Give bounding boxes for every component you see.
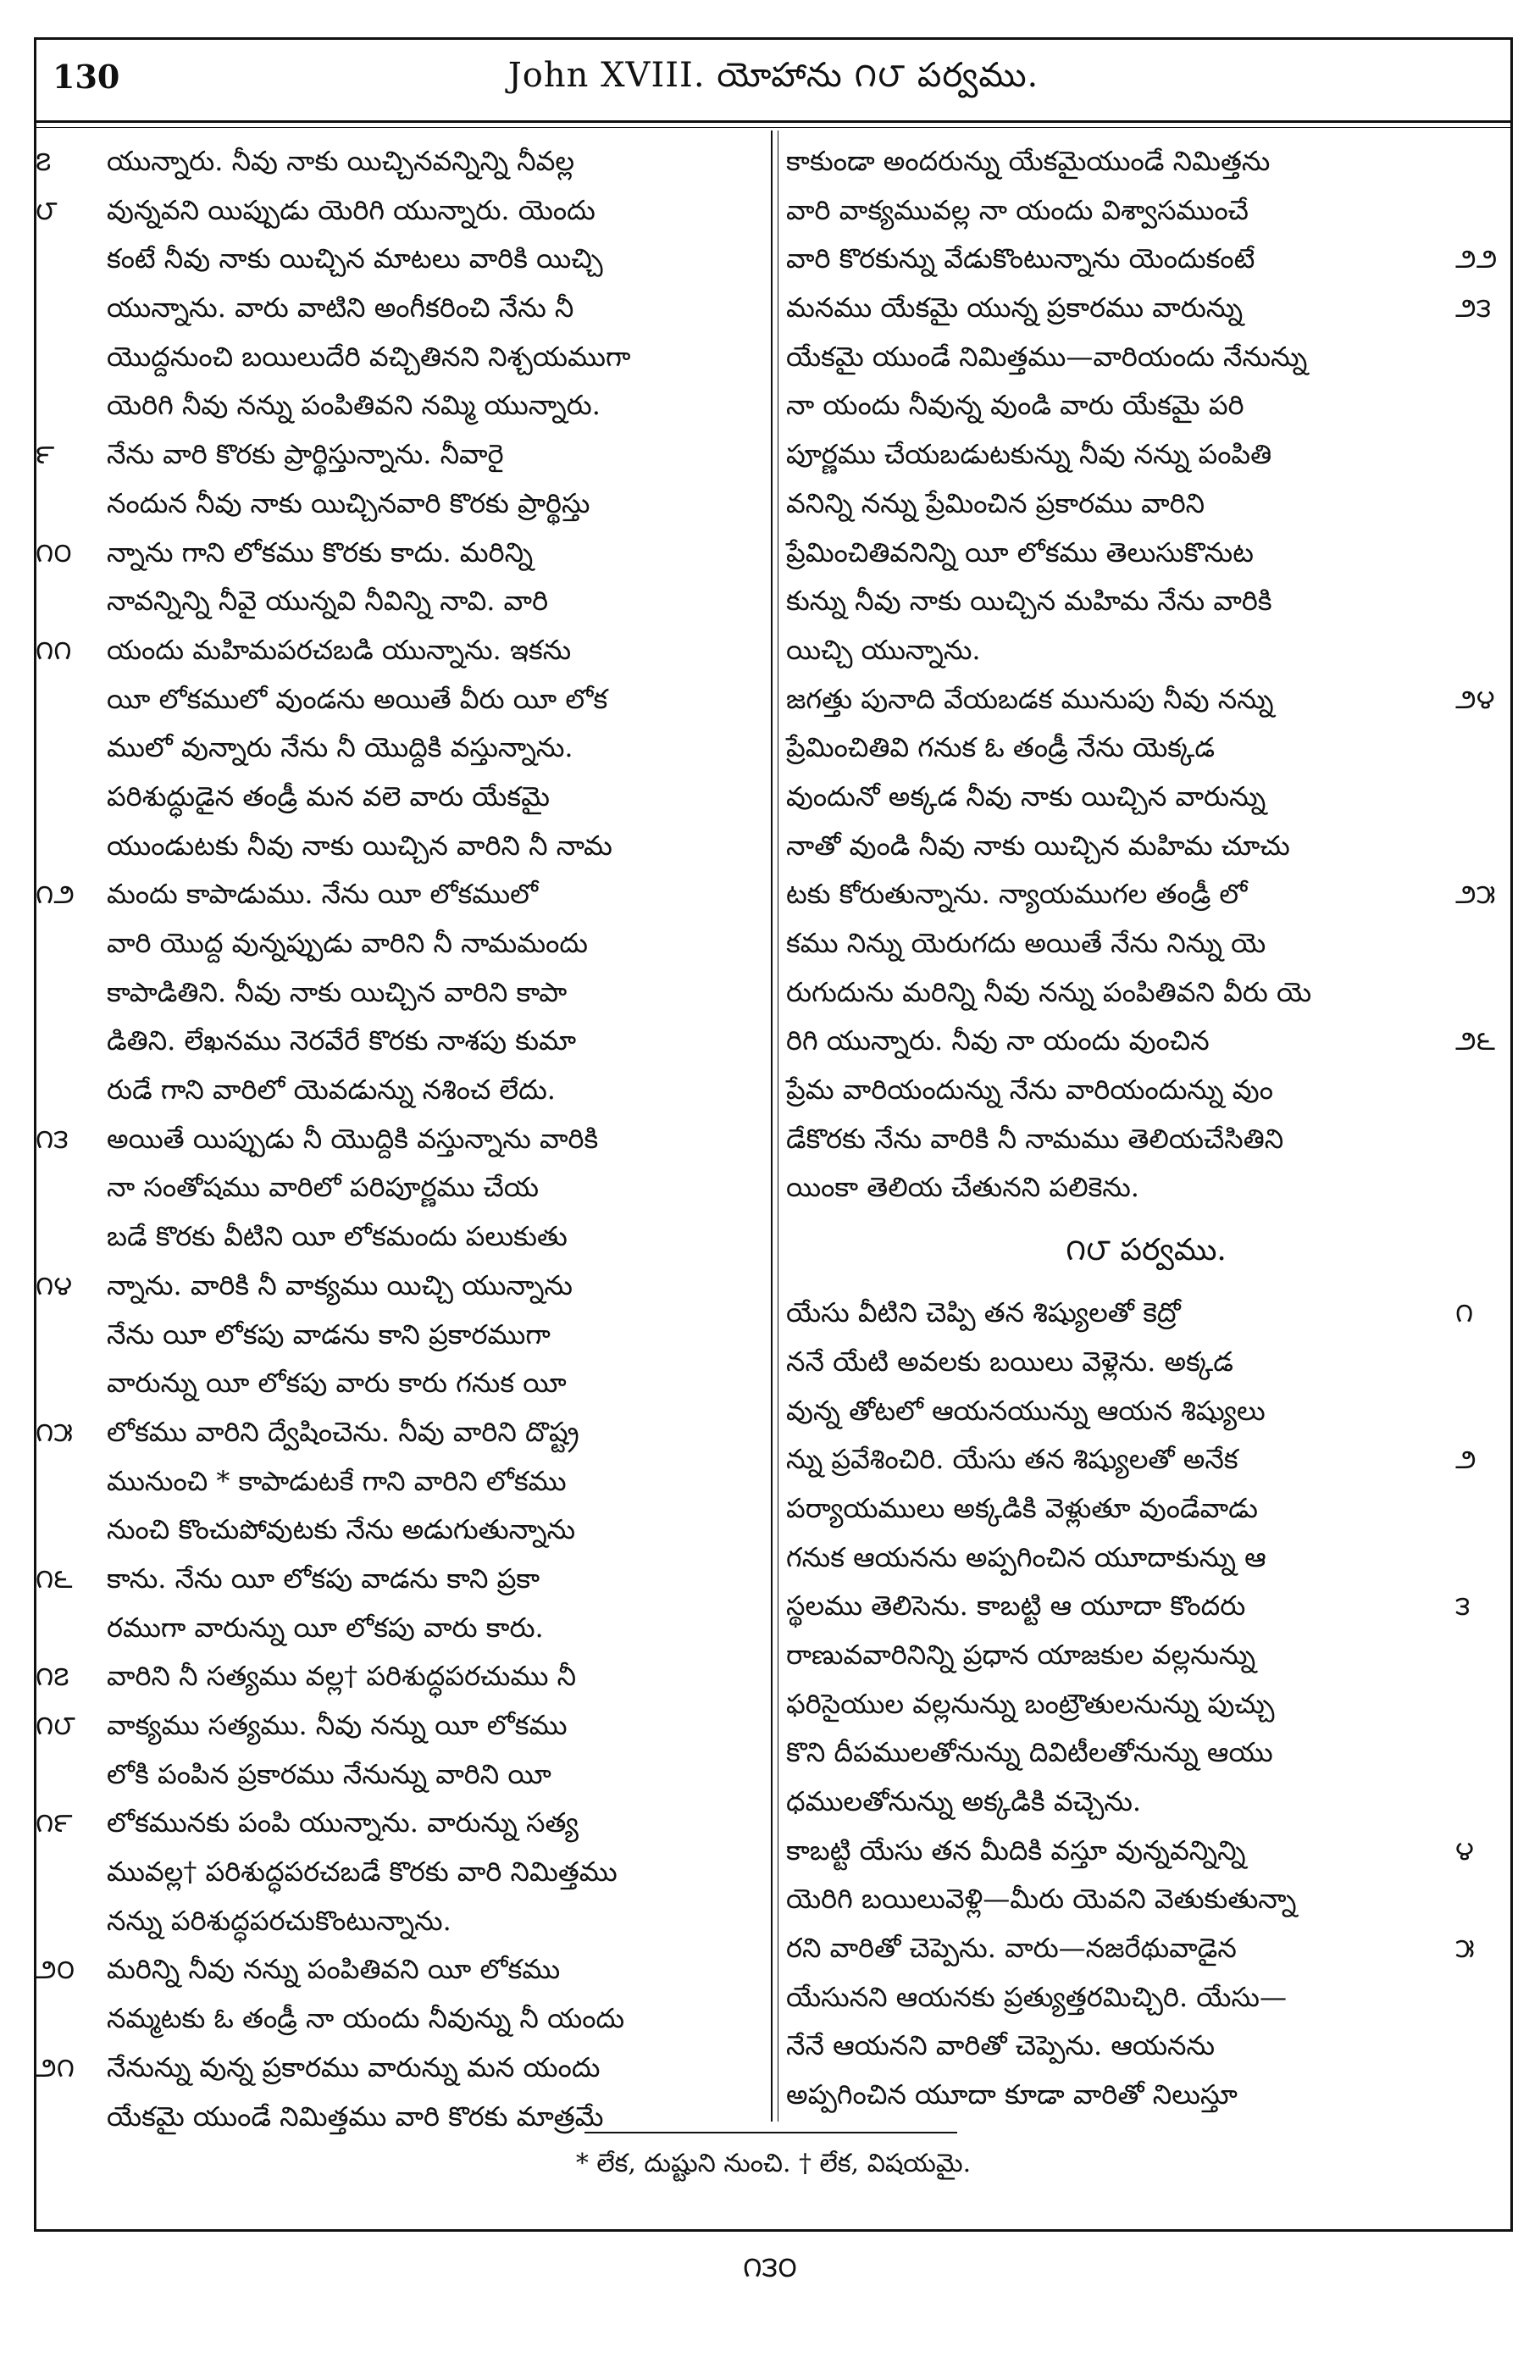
left-column (36, 137, 766, 2141)
text-line (783, 333, 1510, 382)
text-line (36, 1604, 766, 1653)
line-text: నేను యీ లోకపు వాడను కాని ప్రకారముగా (107, 1318, 551, 1351)
text-line (783, 1827, 1510, 1876)
text-line (783, 235, 1510, 284)
line-text: యీ లోకములో వుండను అయితే వీరు యీ లోక (107, 682, 608, 715)
text-line (783, 1534, 1510, 1583)
line-text: కొని దీపములతోనున్ను దివిటీలతోనున్ను ఆయు (786, 1736, 1273, 1769)
text-line (783, 2071, 1510, 2120)
text-line (36, 333, 766, 382)
text-line (783, 1338, 1510, 1387)
text-line (783, 1680, 1510, 1729)
text-line (36, 186, 766, 236)
line-text: వున్న తోటలో ఆయనయున్ను ఆయన శిష్యులు (786, 1394, 1266, 1427)
line-text: టకు కోరుతున్నాను. న్యాయముగల తండ్రీ లో (786, 878, 1248, 911)
line-text: యెరిగి నీవు నన్ను పంపితివని నమ్మి యున్నారు. (107, 389, 601, 422)
verse-number: ౧౮ (36, 1709, 75, 1741)
verse-number: ౭ (36, 145, 52, 177)
text-line (783, 480, 1510, 529)
verse-number: ౧౩ (36, 1122, 69, 1155)
line-text: యెరిగి బయిలువెళ్లి—మీరు యెవని వెతుకుతున్నా (786, 1883, 1297, 1916)
text-line (783, 381, 1510, 430)
line-text: ధములతోనున్ను అక్కడికి వచ్చెను. (786, 1785, 1142, 1817)
text-line (36, 675, 766, 724)
line-text: స్థలము తెలిసెను. కాబట్టి ఆ యూదా కొందరు (786, 1589, 1246, 1623)
text-line (783, 968, 1510, 1018)
text-line (36, 1555, 766, 1604)
line-text: యేసు వీటిని చెప్పి తన శిష్యులతో కెద్రో (786, 1296, 1181, 1329)
line-text: కము నిన్ను యెరుగదు అయితే నేను నిన్ను యె (786, 927, 1266, 959)
text-line (783, 1631, 1510, 1680)
verse-number: ౧౦ (36, 535, 72, 569)
footer-page-number: ౧౩౦ (742, 2250, 798, 2284)
text-line (783, 1435, 1510, 1484)
line-text: లోకి పంపిన ప్రకారము నేనున్ను వారిని యీ (107, 1757, 551, 1790)
line-text: రాణువవారినిన్ని ప్రధాన యాజకుల వల్లనున్ను (786, 1638, 1256, 1671)
text-line (36, 381, 766, 430)
text-line (783, 186, 1510, 236)
text-line (783, 577, 1510, 626)
text-line (783, 2022, 1510, 2071)
right-column (783, 137, 1510, 2120)
line-text: మందు కాపాడుము. నేను యీ లోకములో (107, 878, 539, 911)
text-line (36, 773, 766, 822)
line-text: ప్రేమించితివి గనుక ఓ తండ్రీ నేను యెక్కడ (786, 731, 1216, 764)
verse-number: ౨ (1455, 1443, 1476, 1476)
line-text: నావన్నిన్ని నీవై యున్నవి నీవిన్ని నావి. వారి (107, 585, 549, 618)
text-line (36, 1311, 766, 1360)
line-text: నమ్మటకు ఓ తండ్రీ నా యందు నీవున్ను నీ యందు (107, 2002, 625, 2035)
page-number: 130 (53, 58, 120, 96)
text-line (783, 822, 1510, 871)
line-text: ఫరిసైయుల వల్లనున్ను బంట్రౌతులనున్ను పుచ్చు (786, 1687, 1275, 1720)
verse-number: ౨౪ (1455, 682, 1495, 715)
text-line (36, 1359, 766, 1408)
text-line (36, 1115, 766, 1164)
line-text: డేకొరకు నేను వారికి నీ నామము తెలియచేసితిని (786, 1122, 1284, 1155)
right-column-top (783, 137, 1510, 1212)
line-text: నుంచి కొంచుపోవుటకు నేను అడుగుతున్నాను (107, 1513, 576, 1546)
text-line (783, 1289, 1510, 1338)
line-text: నేనున్ను వున్న ప్రకారము వారున్ను మన యందు (107, 2050, 601, 2083)
text-line (36, 2093, 766, 2142)
line-text: న్ను ప్రవేశించిరి. యేసు తన శిష్యులతో అనేక (786, 1443, 1238, 1476)
text-line (783, 284, 1510, 333)
column-divider (771, 130, 773, 2122)
line-text: గనుక ఆయనను అప్పగించిన యూదాకున్ను ఆ (786, 1540, 1266, 1573)
line-text: ప్రేమించితివనిన్ని యీ లోకము తెలుసుకొనుట (786, 535, 1254, 569)
line-text: అప్పగించిన యూదా కూడా వారితో నిలుస్తూ (786, 2078, 1238, 2111)
text-line (36, 1750, 766, 1800)
line-text: కాకుండా అందరున్ను యేకమైయుండే నిమిత్తను (786, 145, 1271, 177)
line-text: రని వారితో చెప్పెను. వారు—నజరేథువాడైన (786, 1932, 1237, 1965)
line-text: ప్రేమ వారియందున్ను నేను వారియందున్ను వుం (786, 1073, 1273, 1107)
line-text: కాబట్టి యేసు తన మీదికి వస్తూ వున్నవన్నిన్ని (786, 1834, 1246, 1867)
line-text: బడే కొరకు వీటిని యీ లోకమందు పలుకుతు (107, 1220, 568, 1253)
text-line (36, 919, 766, 968)
line-text: వారి వాక్యమువల్ల నా యందు విశ్వాసముంచే (786, 193, 1249, 226)
text-line (36, 724, 766, 773)
line-text: వనిన్ని నన్ను ప్రేమించిన ప్రకారము వారిని (786, 486, 1205, 519)
line-text: రముగా వారున్ను యీ లోకపు వారు కారు. (107, 1611, 544, 1644)
page-header (34, 37, 1513, 122)
verse-number: ౨౬ (1455, 1024, 1496, 1057)
line-text: వున్నవని యిప్పుడు యెరిగి యున్నారు. యెందు (107, 193, 596, 226)
text-line (36, 1457, 766, 1506)
text-line (783, 529, 1510, 578)
line-text: వారిని నీ సత్యము వల్ల† పరిశుద్ధపరచుము నీ (107, 1660, 577, 1693)
verse-number: ౨౫ (1455, 878, 1496, 911)
line-text: లోకము వారిని ద్వేషించెను. నీవు వారిని దొష్ట్ర (107, 1415, 579, 1448)
line-text: యందు మహిమపరచబడి యున్నాను. ఇకను (107, 633, 572, 666)
text-line (783, 919, 1510, 968)
line-text: మువల్ల† పరిశుద్ధపరచబడే కొరకు వారి నిమిత్తము (107, 1856, 618, 1889)
text-line (783, 1728, 1510, 1778)
text-line (36, 1163, 766, 1212)
line-text: నా యందు నీవున్న వుండి వారు యేకమై పరి (786, 389, 1244, 422)
line-text: న్నాను గాని లోకము కొరకు కాదు. మరిన్ని (107, 535, 534, 569)
text-line (783, 773, 1510, 822)
verse-number: ౫ (1455, 1932, 1475, 1965)
verse-number: ౧౬ (36, 1562, 73, 1595)
text-line (783, 430, 1510, 480)
text-line (36, 480, 766, 529)
text-line (783, 1115, 1510, 1164)
line-text: వుందునో అక్కడ నీవు నాకు యిచ్చిన వారున్ను (786, 779, 1266, 813)
line-text: ననే యేటి అవలకు బయిలు వెళ్లెను. అక్కడ (786, 1345, 1233, 1378)
text-line (783, 675, 1510, 724)
line-text: యున్నారు. నీవు నాకు యిచ్చినవన్నిన్ని నీవల్ల (107, 145, 575, 177)
line-text: మనము యేకమై యున్న ప్రకారము వారున్ను (786, 291, 1244, 325)
text-line (783, 1066, 1510, 1115)
text-line (783, 1484, 1510, 1534)
line-text: యుండుటకు నీవు నాకు యిచ్చిన వారిని నీ నామ (107, 829, 612, 862)
line-text: యేకమై యుండే నిమిత్తము—వారియందు నేనున్ను (786, 340, 1308, 373)
line-text: లోకమునకు పంపి యున్నాను. వారున్ను సత్య (107, 1806, 579, 1839)
verse-number: ౨౩ (1455, 291, 1492, 325)
line-text: నా సంతోషము వారిలో పరిపూర్ణము చేయ (107, 1171, 540, 1204)
text-line (783, 1778, 1510, 1827)
line-text: మునుంచి * కాపాడుటకే గాని వారిని లోకము (107, 1464, 567, 1497)
text-line (36, 822, 766, 871)
verse-number: ౨౦ (36, 1953, 75, 1986)
line-text: నేను వారి కొరకు ప్రార్థిస్తున్నాను. నీవారై (107, 438, 504, 471)
text-line (783, 1582, 1510, 1631)
line-text: వారి కొరకున్ను వేడుకొంటున్నాను యెందుకంటే (786, 242, 1255, 275)
text-line (36, 1897, 766, 1946)
text-line (36, 1017, 766, 1066)
line-text: నేనే ఆయనని వారితో చెప్పెను. ఆయనను (786, 2029, 1216, 2062)
verse-number: ౪ (1455, 1834, 1474, 1867)
text-line (783, 1973, 1510, 2022)
text-line (783, 137, 1510, 186)
text-line (783, 1875, 1510, 1924)
verse-number: ౩ (1455, 1589, 1471, 1623)
text-line (36, 235, 766, 284)
line-text: యొద్దనుంచి బయిలుదేరి వచ్చితినని నిశ్చయముగా (107, 340, 631, 373)
verse-number: ౧ (1455, 1296, 1474, 1329)
line-text: కున్ను నీవు నాకు యిచ్చిన మహిమ నేను వారికి (786, 585, 1272, 618)
text-line (36, 1408, 766, 1457)
line-text: నాతో వుండి నీవు నాకు యిచ్చిన మహిమ చూచు (786, 829, 1290, 862)
line-text: వాక్యము సత్యము. నీవు నన్ను యీ లోకము (107, 1709, 568, 1741)
text-line (36, 1506, 766, 1555)
line-text: యింకా తెలియ చేతునని పలికెను. (786, 1171, 1139, 1204)
line-text: కాపాడితిని. నీవు నాకు యిచ్చిన వారిని కాపా (107, 975, 568, 1008)
text-line (783, 724, 1510, 773)
text-line (783, 626, 1510, 675)
line-text: నన్ను పరిశుద్ధపరచుకొంటున్నాను. (107, 1904, 451, 1937)
text-line (783, 870, 1510, 919)
line-text: ములో వున్నారు నేను నీ యొద్దికి వస్తున్నాను. (107, 731, 573, 764)
header-rule (34, 120, 1513, 123)
line-text: పూర్ణము చేయబడుటకున్ను నీవు నన్ను పంపితి (786, 438, 1272, 471)
line-text: వారున్ను యీ లోకపు వారు కారు గనుక యీ (107, 1367, 567, 1400)
header-rule-thin (34, 127, 1513, 128)
line-text: అయితే యిప్పుడు నీ యొద్దికి వస్తున్నాను వారికి (107, 1122, 599, 1155)
text-line (36, 1212, 766, 1262)
text-line (783, 1163, 1510, 1212)
text-line (36, 1066, 766, 1115)
line-text: మరిన్ని నీవు నన్ను పంపితివని యీ లోకము (107, 1953, 561, 1986)
text-line (36, 870, 766, 919)
text-line (36, 1945, 766, 1994)
line-text: రుడే గాని వారిలో యెవడున్ను నశించ లేదు. (107, 1073, 556, 1107)
verse-number: ౨౧ (36, 2050, 75, 2083)
line-text: కంటే నీవు నాకు యిచ్చిన మాటలు వారికి యిచ్చి (107, 242, 603, 275)
verse-number: ౧౨ (36, 878, 75, 911)
text-line (783, 1924, 1510, 1973)
verse-number: ౧౫ (36, 1415, 74, 1448)
line-text: డితిని. లేఖనము నెరవేరే కొరకు నాశపు కుమా (107, 1024, 577, 1057)
verse-number: ౨౨ (1455, 242, 1498, 275)
text-line (36, 1262, 766, 1311)
text-line (36, 1799, 766, 1848)
line-text: రిగి యున్నారు. నీవు నా యందు వుంచిన (786, 1024, 1210, 1057)
line-text: పరిశుద్ధుడైన తండ్రీ మన వలె వారు యేకమై (107, 779, 550, 813)
running-title: John XVIII. యోహాను ౧౮ పర్వము. (507, 56, 1039, 95)
verse-number: ౧౯ (36, 1806, 73, 1839)
line-text: న్నాను. వారికి నీ వాక్యము యిచ్చి యున్నాను (107, 1268, 573, 1301)
text-line (783, 1387, 1510, 1436)
text-line (36, 430, 766, 480)
text-line (36, 626, 766, 675)
line-text: వారి యొద్ద వున్నప్పుడు వారిని నీ నామమందు (107, 927, 588, 959)
verse-number: ౮ (36, 193, 58, 226)
footnotes: * లేక, దుష్టుని నుంచి. † లేక, విషయమై. (575, 2149, 972, 2178)
text-line (36, 1652, 766, 1701)
verse-number: ౧౭ (36, 1660, 69, 1693)
verse-number: ౯ (36, 438, 55, 471)
text-line (783, 1017, 1510, 1066)
text-line (36, 968, 766, 1018)
line-text: కాను. నేను యీ లోకపు వాడను కాని ప్రకా (107, 1562, 540, 1595)
verse-number: ౧౪ (36, 1268, 73, 1301)
line-text: యేకమై యుండే నిమిత్తము వారి కొరకు మాత్రమే (107, 2100, 604, 2133)
text-line (36, 137, 766, 186)
line-text: పర్యాయములు అక్కడికి వెళ్లుతూ వుండేవాడు (786, 1491, 1258, 1524)
line-text: యిచ్చి యున్నాను. (786, 633, 981, 666)
text-line (36, 1848, 766, 1897)
right-column-bottom (783, 1289, 1510, 2120)
verse-number: ౧౧ (36, 633, 72, 666)
line-text: యున్నాను. వారు వాటిని అంగీకరించి నేను నీ (107, 291, 574, 325)
line-text: జగత్తు పునాది వేయబడక మునుపు నీవు నన్ను (786, 682, 1274, 715)
text-line (36, 284, 766, 333)
line-text: రుగుదును మరిన్ని నీవు నన్ను పంపితివని వీరు యె (786, 975, 1312, 1008)
footnote-rule (584, 2132, 957, 2133)
text-line (36, 1994, 766, 2044)
text-line (36, 577, 766, 626)
line-text: నందున నీవు నాకు యిచ్చినవారి కొరకు ప్రార్థిస్తు (107, 486, 590, 519)
text-line (36, 529, 766, 578)
text-line (36, 1701, 766, 1750)
line-text: యేసునని ఆయనకు ప్రత్యుత్తరమిచ్చిరి. యేసు— (786, 1980, 1287, 2013)
text-line (36, 2044, 766, 2093)
chapter-heading: ౧౮ పర్వము. (1066, 1233, 1227, 1268)
